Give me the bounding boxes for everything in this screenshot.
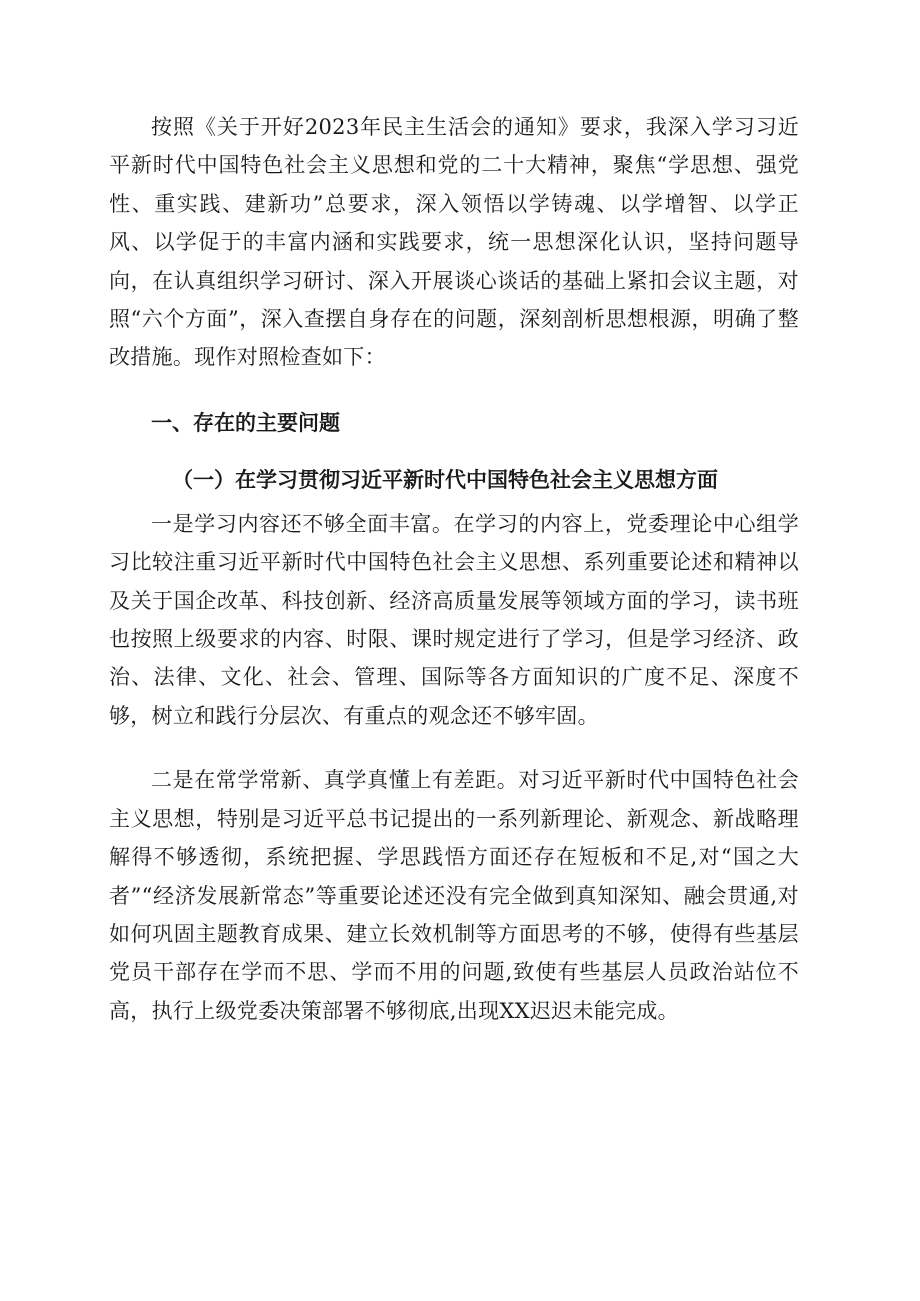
section-heading-main-problems: 一、存在的主要问题 [151,410,340,435]
body-paragraph-1: 一是学习内容还不够全面丰富。在学习的内容上，党委理论中心组学习比较注重习近平新时代中国特色社会主义思想、系列重要论述和精神以及关于国企改革、科技创新、经济高质量发展等领域方面的学习，读书班也按照上级要求的内容、时限、课时规定进行了学习，但是学习经济、政治、法律、文化、社会、管理、国际等各方面知识的广度不足、深度不够，树立和践行分层次、有重点的观念还不够牢固。 [109,511,799,728]
subsection-heading-study: （一）在学习贯彻习近平新时代中国特色社会主义思想方面 [172,467,718,492]
body-paragraph-2: 二是在常学常新、真学真懂上有差距。对习近平新时代中国特色社会主义思想，特别是习近平总书记提出的一系列新理论、新观念、新战略理解得不够透彻，系统把握、学思践悟方面还存在短板和不足,对“国之大者”“经济发展新常态”等重要论述还没有完全做到真知深知、融会贯通,对如何巩固主题教育成果、建立长效机制等方面思考的不够，使得有些基层党员干部存在学而不思、学而不用的问题,致使有些基层人员政治站位不高，执行上级党委决策部署不够彻底,出现XX迟迟未能完成。 [109,768,799,1023]
intro-paragraph: 按照《关于开好2023年民主生活会的通知》要求，我深入学习习近平新时代中国特色社会主义思想和党的二十大精神，聚焦“学思想、强党性、重实践、建新功”总要求，深入领悟以学铸魂、以学增智、以学正风、以学促于的丰富内涵和实践要求，统一思想深化认识，坚持问题导向，在认真组织学习研讨、深入开展谈心谈话的基础上紧扣会议主题，对照“六个方面”，深入查摆自身存在的问题，深刻剖析思想根源，明确了整改措施。现作对照检查如下： [109,115,799,370]
document-page [109,108,799,1030]
